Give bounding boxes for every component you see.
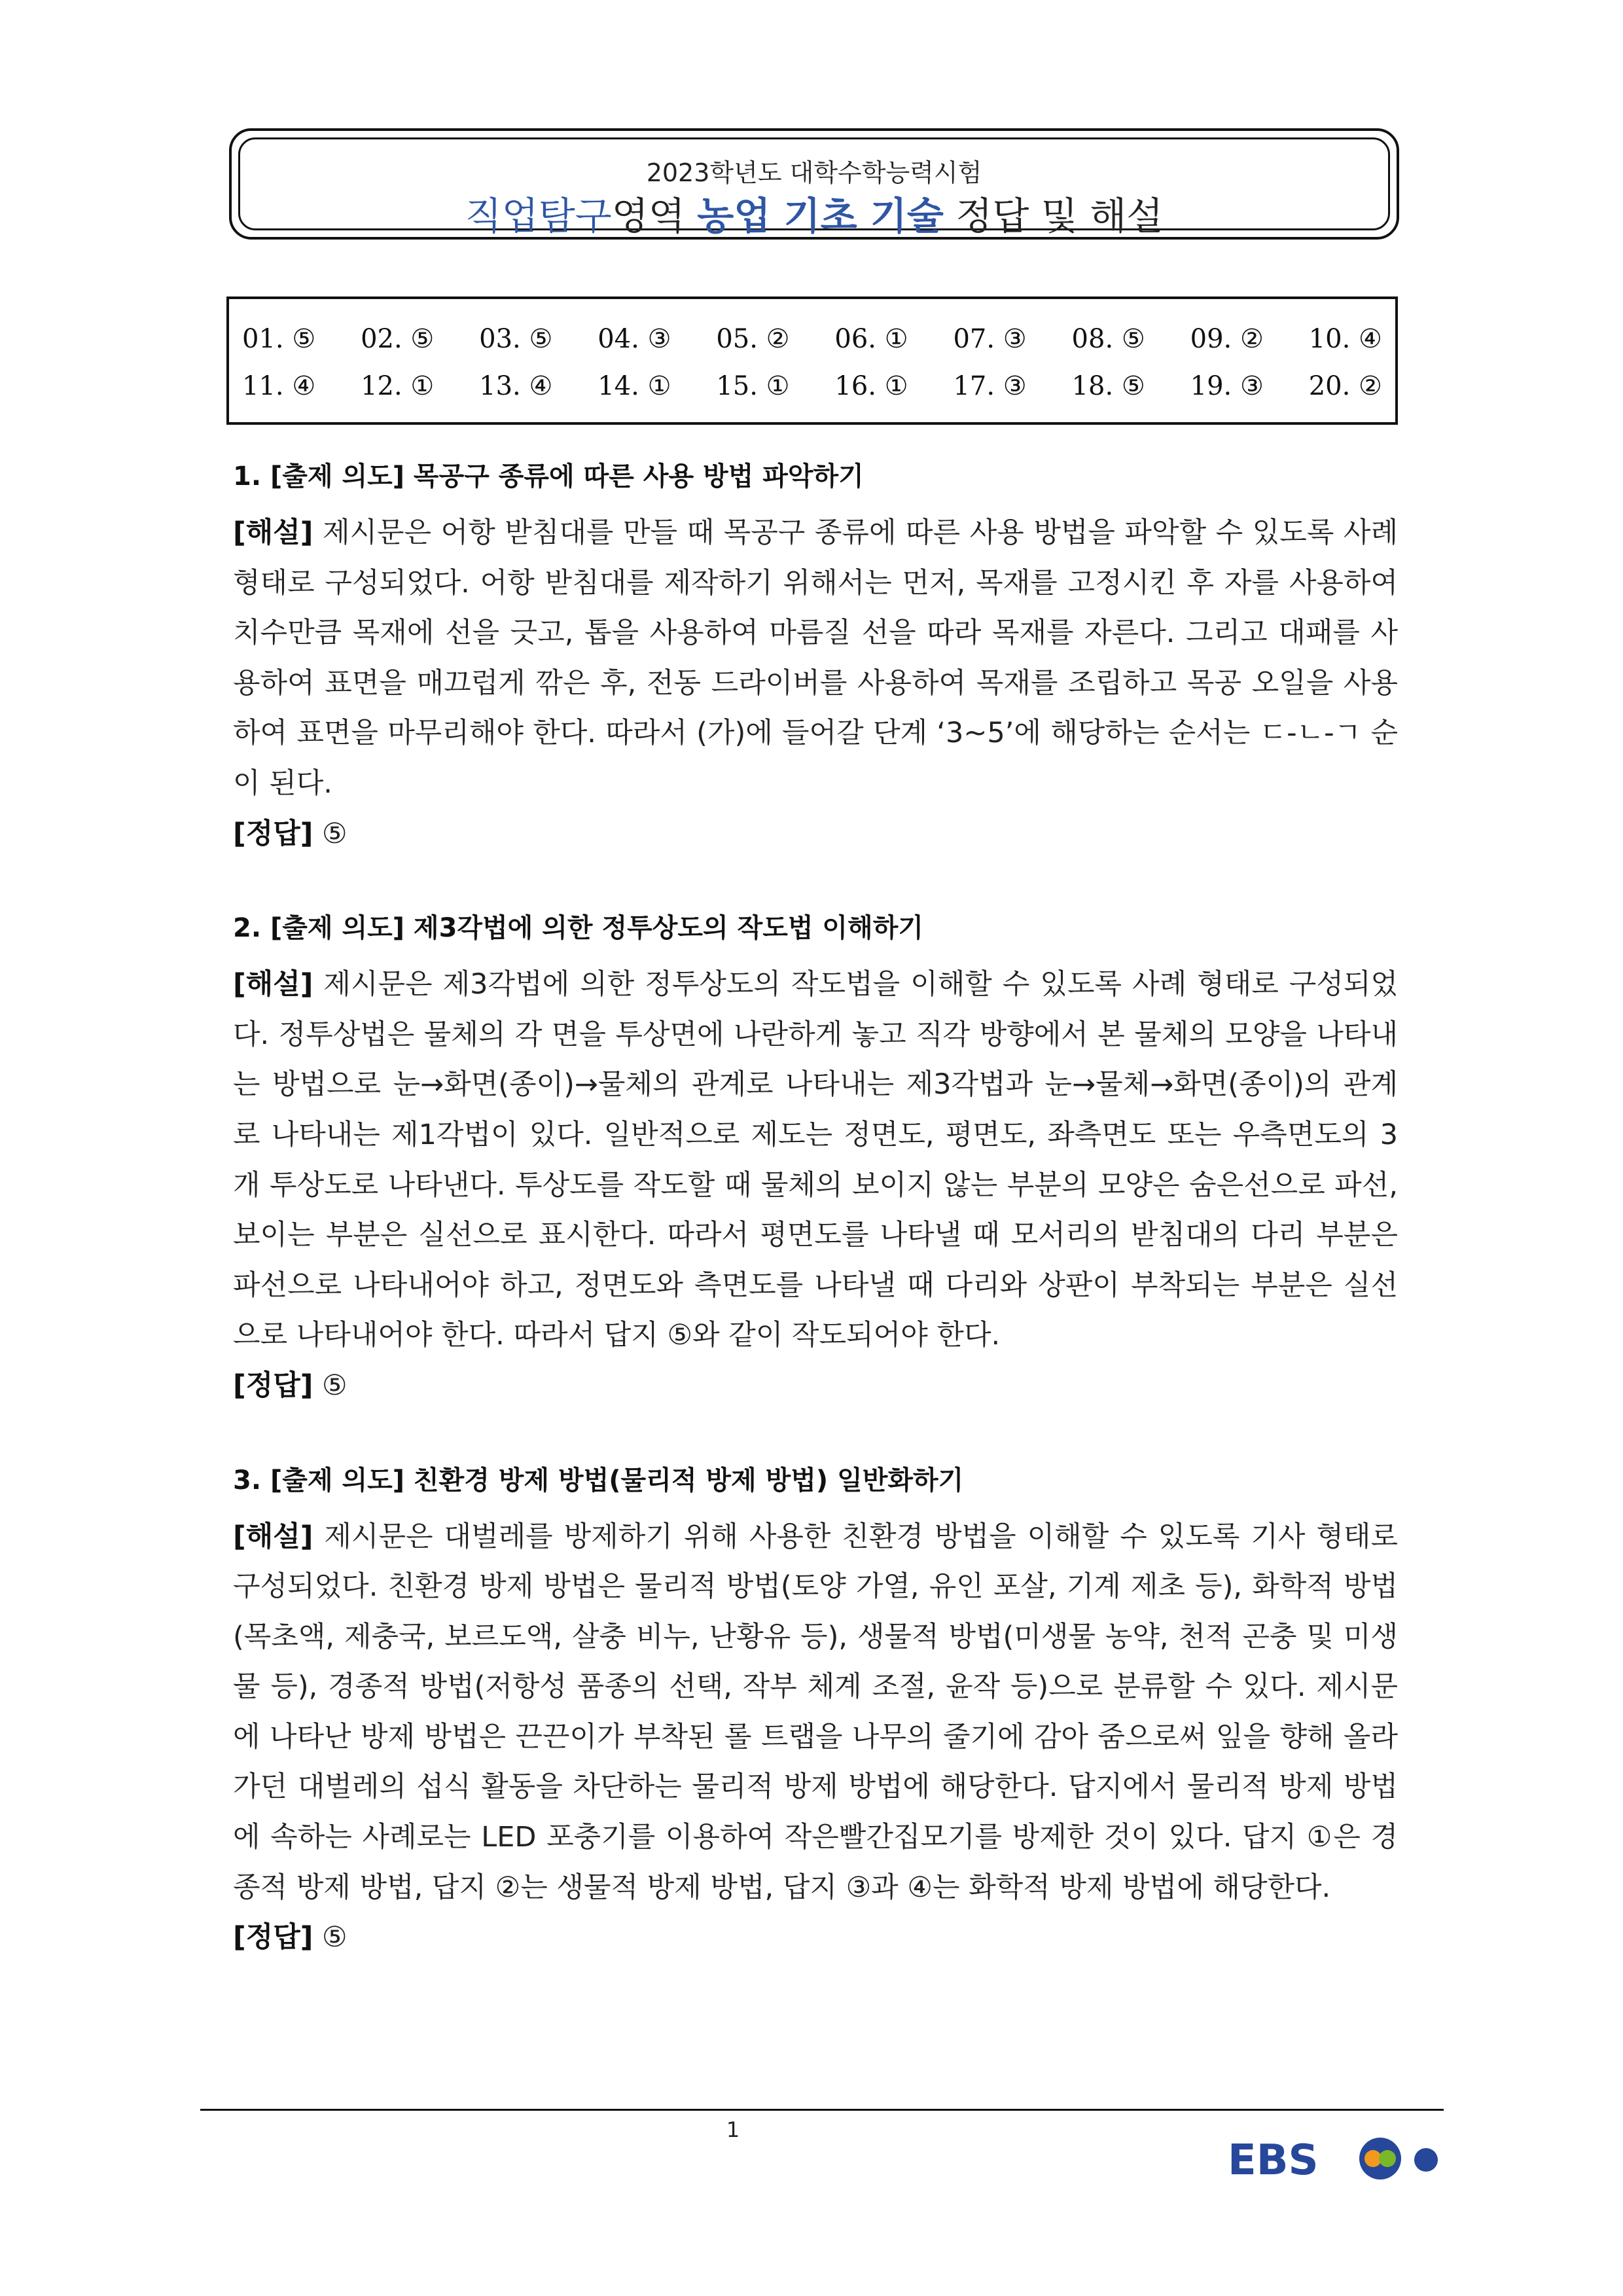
answer-key-item: 08. ⑤ [1071,324,1145,354]
page-number: 1 [726,2117,740,2142]
footer-divider [200,2109,1444,2111]
answer-key-item: 18. ⑤ [1071,371,1145,401]
answer-label: [정답] [233,1369,313,1402]
answer-key-item: 09. ② [1190,324,1264,354]
question-1-section [233,458,1398,859]
question-2-explanation [233,960,1398,1361]
explanation-text: 제시문은 제3각법에 의한 정투상도의 작도법을 이해할 수 있도록 사례 형태로 구성되었다. 정투상법은 물체의 각 면을 투상면에 나란하게 놓고 직각 방향에서 본 물체의 모양을 나타내는 방법으로 눈→화면(종이)→물체의 관계로 나타내는 제3각법과 눈→물체→화면(종이)의 관계로 나타내는 제1각법이 있다. 일반적으로 제도는 정면도, 평면도, 좌측면도 또는 우측면도의 3개 투상도로 나타낸다. 투상도를 작도할 때 물체의 보이지 않는 부분의 모양은 숨은선으로 파선, 보이는 부분은 실선으로 표시한다. 따라서 평면도를 나타낼 때 모서리의 받침대의 다리 부분은 파선으로 나타내어야 하고, 정면도와 측면도를 나타낼 때 다리와 상판이 부착되는 부분은 실선으로 나타내어야 한다. 따라서 답지 ⑤와 같이 작도되어야 한다. [233,968,1398,1352]
title-subject: 농업 기초 기술 [697,194,944,238]
answer-key-item: 01. ⑤ [242,324,316,354]
explanation-text: 제시문은 어항 받침대를 만들 때 목공구 종류에 따른 사용 방법을 파악할 수 있도록 사례 형태로 구성되었다. 어항 받침대를 제작하기 위해서는 먼저, 목재를 고정시킨 후 자를 사용하여 치수만큼 목재에 선을 긋고, 톱을 사용하여 마름질 선을 따라 목재를 자른다. 그리고 대패를 사용하여 표면을 매끄럽게 깎은 후, 전동 드라이버를 사용하여 목재를 조립하고 목공 오일을 사용하여 표면을 마무리해야 한다. 따라서 (가)에 들어갈 단계 ‘3~5’에 해당하는 순서는 ㄷ-ㄴ-ㄱ 순이 된다. [233,516,1399,800]
logo-small-dot-icon [1414,2148,1438,2172]
answer-key-item: 17. ③ [953,371,1027,401]
answer-label: [정답] [233,817,313,850]
question-3-answer [233,1912,1398,1963]
answer-key-item: 02. ⑤ [361,324,435,354]
title-suffix: 정답 및 해설 [943,194,1164,238]
question-1-title: 1. [출제 의도] 목공구 종류에 따른 사용 방법 파악하기 [233,461,864,492]
answer-value: ⑤ [313,1369,348,1402]
answer-label: [정답] [233,1921,313,1954]
question-2-answer [233,1361,1398,1411]
ebs-logo-text: EBS [1228,2136,1319,2185]
answer-key-item: 15. ① [716,371,790,401]
answer-key-item: 07. ③ [953,324,1027,354]
explanation-label: [해설] [233,1520,313,1553]
explanations [233,458,1398,2014]
answer-key-item: 13. ④ [479,371,553,401]
header-inner-border [238,137,1390,238]
answer-key-item: 06. ① [834,324,908,354]
exam-name: 2023학년도 대학수학능력시험 [646,158,982,187]
answer-key-item: 10. ④ [1308,324,1382,354]
answer-value: ⑤ [313,817,348,850]
answer-key-item: 20. ② [1308,371,1382,401]
ebs-logo [1228,2131,1457,2186]
answer-key-item: 14. ① [597,371,671,401]
header-box [229,128,1399,240]
question-1-answer [233,809,1398,859]
answer-key-item: 12. ① [361,371,435,401]
answer-key-row-1 [242,324,1382,354]
answer-value: ⑤ [313,1921,348,1954]
answer-key-row-2 [242,371,1382,401]
explanation-label: [해설] [233,968,313,1001]
title-subject-area: 직업탐구 [465,194,612,238]
logo-green-dot-icon [1379,2150,1396,2167]
answer-key-item: 05. ② [716,324,790,354]
explanation-label: [해설] [233,516,313,549]
question-1-explanation [233,508,1398,809]
answer-key-item: 11. ④ [242,371,316,401]
answer-key-item: 19. ③ [1190,371,1264,401]
question-3-title: 3. [출제 의도] 친환경 방제 방법(물리적 방제 방법) 일반화하기 [233,1465,964,1496]
title-area-suffix: 영역 [611,194,698,238]
answer-key-item: 04. ③ [597,324,671,354]
answer-key-table [226,296,1398,425]
question-3-section [233,1462,1398,1963]
answer-key-item: 16. ① [834,371,908,401]
explanation-text: 제시문은 대벌레를 방제하기 위해 사용한 친환경 방법을 이해할 수 있도록 기사 형태로 구성되었다. 친환경 방제 방법은 물리적 방법(토양 가열, 유인 포살, 기계 제초 등), 화학적 방법(목초액, 제충국, 보르도액, 살충 비누, 난황유 등), 생물적 방법(미생물 농약, 천적 곤충 및 미생물 등), 경종적 방법(저항성 품종의 선택, 작부 체계 조절, 윤작 등)으로 분류할 수 있다. 제시문에 나타난 방제 방법은 끈끈이가 부착된 롤 트랩을 나무의 줄기에 감아 줌으로써 잎을 향해 올라가던 대벌레의 섭식 활동을 차단하는 물리적 방제 방법에 해당한다. 답지에서 물리적 방제 방법에 속하는 사례로는 LED 포충기를 이용하여 작은빨간집모기를 방제한 것이 있다. 답지 ①은 경종적 방제 방법, 답지 ②는 생물적 방제 방법, 답지 ③과 ④는 화학적 방제 방법에 해당한다. [233,1520,1398,1904]
question-2-section [233,910,1398,1410]
page-title [240,185,1388,240]
answer-key-item: 03. ⑤ [479,324,553,354]
question-3-explanation [233,1512,1398,1913]
question-2-title: 2. [출제 의도] 제3각법에 의한 정투상도의 작도법 이해하기 [233,913,923,944]
